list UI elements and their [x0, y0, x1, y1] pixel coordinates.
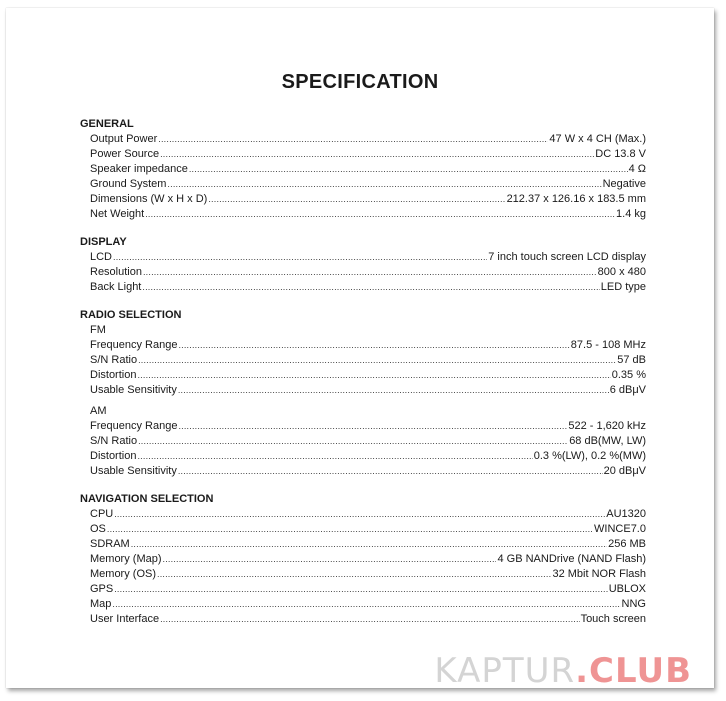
spec-value: 0.3 %(LW), 0.2 %(MW): [533, 450, 646, 462]
spec-value: 57 dB: [617, 354, 646, 366]
spec-label: OS: [90, 523, 106, 535]
spec-value: 256 MB: [608, 538, 646, 550]
spec-label: SDRAM: [90, 538, 130, 550]
spec-label: GPS: [90, 583, 114, 595]
spec-value: 4 GB NANDrive (NAND Flash): [497, 553, 646, 565]
spec-value: 6 dBμV: [609, 384, 646, 396]
dot-leader: [208, 192, 505, 207]
dot-leader: [167, 177, 601, 192]
dot-leader: [131, 537, 607, 552]
spec-row: [80, 368, 646, 383]
spec-row: [80, 419, 646, 434]
dot-leader: [138, 353, 616, 368]
spec-row: [80, 338, 646, 353]
spec-label: Frequency Range: [90, 339, 178, 351]
spec-section: [80, 308, 646, 479]
spec-row: [80, 383, 646, 398]
spec-label: Frequency Range: [90, 420, 178, 432]
spec-row: [80, 612, 646, 627]
dot-leader: [160, 612, 579, 627]
spec-row: [80, 567, 646, 582]
spec-label: Distortion: [90, 450, 137, 462]
spec-value: 68 dB(MW, LW): [569, 435, 646, 447]
dot-leader: [143, 265, 597, 280]
spec-sections: [80, 117, 646, 640]
spec-row: [80, 449, 646, 464]
spec-label: Map: [90, 598, 112, 610]
spec-value: WINCE7.0: [594, 523, 646, 535]
watermark: [434, 651, 692, 691]
spec-group: [80, 323, 646, 398]
section-title: NAVIGATION SELECTION: [80, 493, 214, 505]
spec-label: Ground System: [90, 178, 167, 190]
spec-label: Net Weight: [90, 208, 145, 220]
spec-value: AU1320: [606, 508, 646, 520]
subsection-label: FM: [90, 324, 106, 336]
spec-label: Distortion: [90, 369, 137, 381]
page-title: SPECIFICATION: [281, 71, 439, 93]
spec-row: [80, 207, 646, 222]
spec-group: [80, 132, 646, 222]
spec-value: UBLOX: [608, 583, 646, 595]
spec-row: [80, 250, 646, 265]
spec-label: User Interface: [90, 613, 160, 625]
spec-value: Touch screen: [580, 613, 646, 625]
dot-leader: [178, 464, 603, 479]
dot-leader: [178, 383, 609, 398]
spec-label: CPU: [90, 508, 114, 520]
spec-row: [80, 162, 646, 177]
spec-row: [80, 132, 646, 147]
spec-value: 212.37 x 126.16 x 183.5 mm: [506, 193, 646, 205]
spec-row: [80, 147, 646, 162]
spec-label: Power Source: [90, 148, 160, 160]
spec-label: Back Light: [90, 281, 142, 293]
spec-label: Memory (Map): [90, 553, 162, 565]
spec-row: [80, 434, 646, 449]
spec-label: Output Power: [90, 133, 158, 145]
spec-value: 32 Mbit NOR Flash: [552, 568, 646, 580]
dot-leader: [138, 434, 568, 449]
spec-value: 522 - 1,620 kHz: [568, 420, 646, 432]
spec-label: Usable Sensitivity: [90, 465, 177, 477]
spec-label: Resolution: [90, 266, 142, 278]
dot-leader: [157, 567, 551, 582]
spec-section: [80, 117, 646, 222]
spec-value: 800 x 480: [597, 266, 646, 278]
spec-row: [80, 552, 646, 567]
spec-label: LCD: [90, 251, 113, 263]
spec-row: [80, 522, 646, 537]
spec-value: NNG: [621, 598, 646, 610]
spec-row: [80, 192, 646, 207]
spec-section: [80, 235, 646, 295]
spec-value: LED type: [600, 281, 646, 293]
dot-leader: [142, 280, 599, 295]
spec-label: Dimensions (W x H x D): [90, 193, 208, 205]
spec-row: [80, 464, 646, 479]
spec-value: 4 Ω: [628, 163, 646, 175]
spec-label: S/N Ratio: [90, 354, 138, 366]
dot-leader: [113, 250, 487, 265]
spec-value: 0.35 %: [611, 369, 646, 381]
spec-label: S/N Ratio: [90, 435, 138, 447]
spec-value: 7 inch touch screen LCD display: [488, 251, 646, 263]
spec-label: Speaker impedance: [90, 163, 188, 175]
dot-leader: [112, 597, 620, 612]
dot-leader: [178, 419, 567, 434]
spec-value: DC 13.8 V: [595, 148, 646, 160]
document-page: [6, 8, 714, 688]
dot-leader: [137, 368, 610, 383]
dot-leader: [137, 449, 532, 464]
spec-row: [80, 353, 646, 368]
dot-leader: [107, 522, 593, 537]
spec-value: 87.5 - 108 MHz: [570, 339, 646, 351]
spec-row: [80, 507, 646, 522]
spec-row: [80, 265, 646, 280]
dot-leader: [163, 552, 497, 567]
section-title: DISPLAY: [80, 236, 127, 248]
spec-row: [80, 537, 646, 552]
spec-label: Memory (OS): [90, 568, 156, 580]
subsection-label: AM: [90, 405, 107, 417]
spec-value: 20 dBμV: [603, 465, 646, 477]
dot-leader: [178, 338, 569, 353]
watermark-text-main: KAPTUR: [434, 651, 576, 691]
spec-label: Usable Sensitivity: [90, 384, 177, 396]
spec-row: [80, 597, 646, 612]
spec-row: [80, 582, 646, 597]
spec-group: [80, 507, 646, 627]
spec-row: [80, 177, 646, 192]
spec-value: 1.4 kg: [616, 208, 646, 220]
spec-value: 47 W x 4 CH (Max.): [549, 133, 646, 145]
dot-leader: [114, 582, 607, 597]
section-title: RADIO SELECTION: [80, 309, 182, 321]
watermark-text-domain: .CLUB: [575, 651, 692, 691]
section-title: GENERAL: [80, 118, 134, 130]
spec-value: Negative: [602, 178, 646, 190]
dot-leader: [145, 207, 615, 222]
dot-leader: [189, 162, 628, 177]
spec-row: [80, 280, 646, 295]
spec-group: [80, 250, 646, 295]
spec-section: [80, 492, 646, 627]
dot-leader: [114, 507, 605, 522]
dot-leader: [158, 132, 548, 147]
dot-leader: [160, 147, 594, 162]
spec-group: [80, 404, 646, 479]
